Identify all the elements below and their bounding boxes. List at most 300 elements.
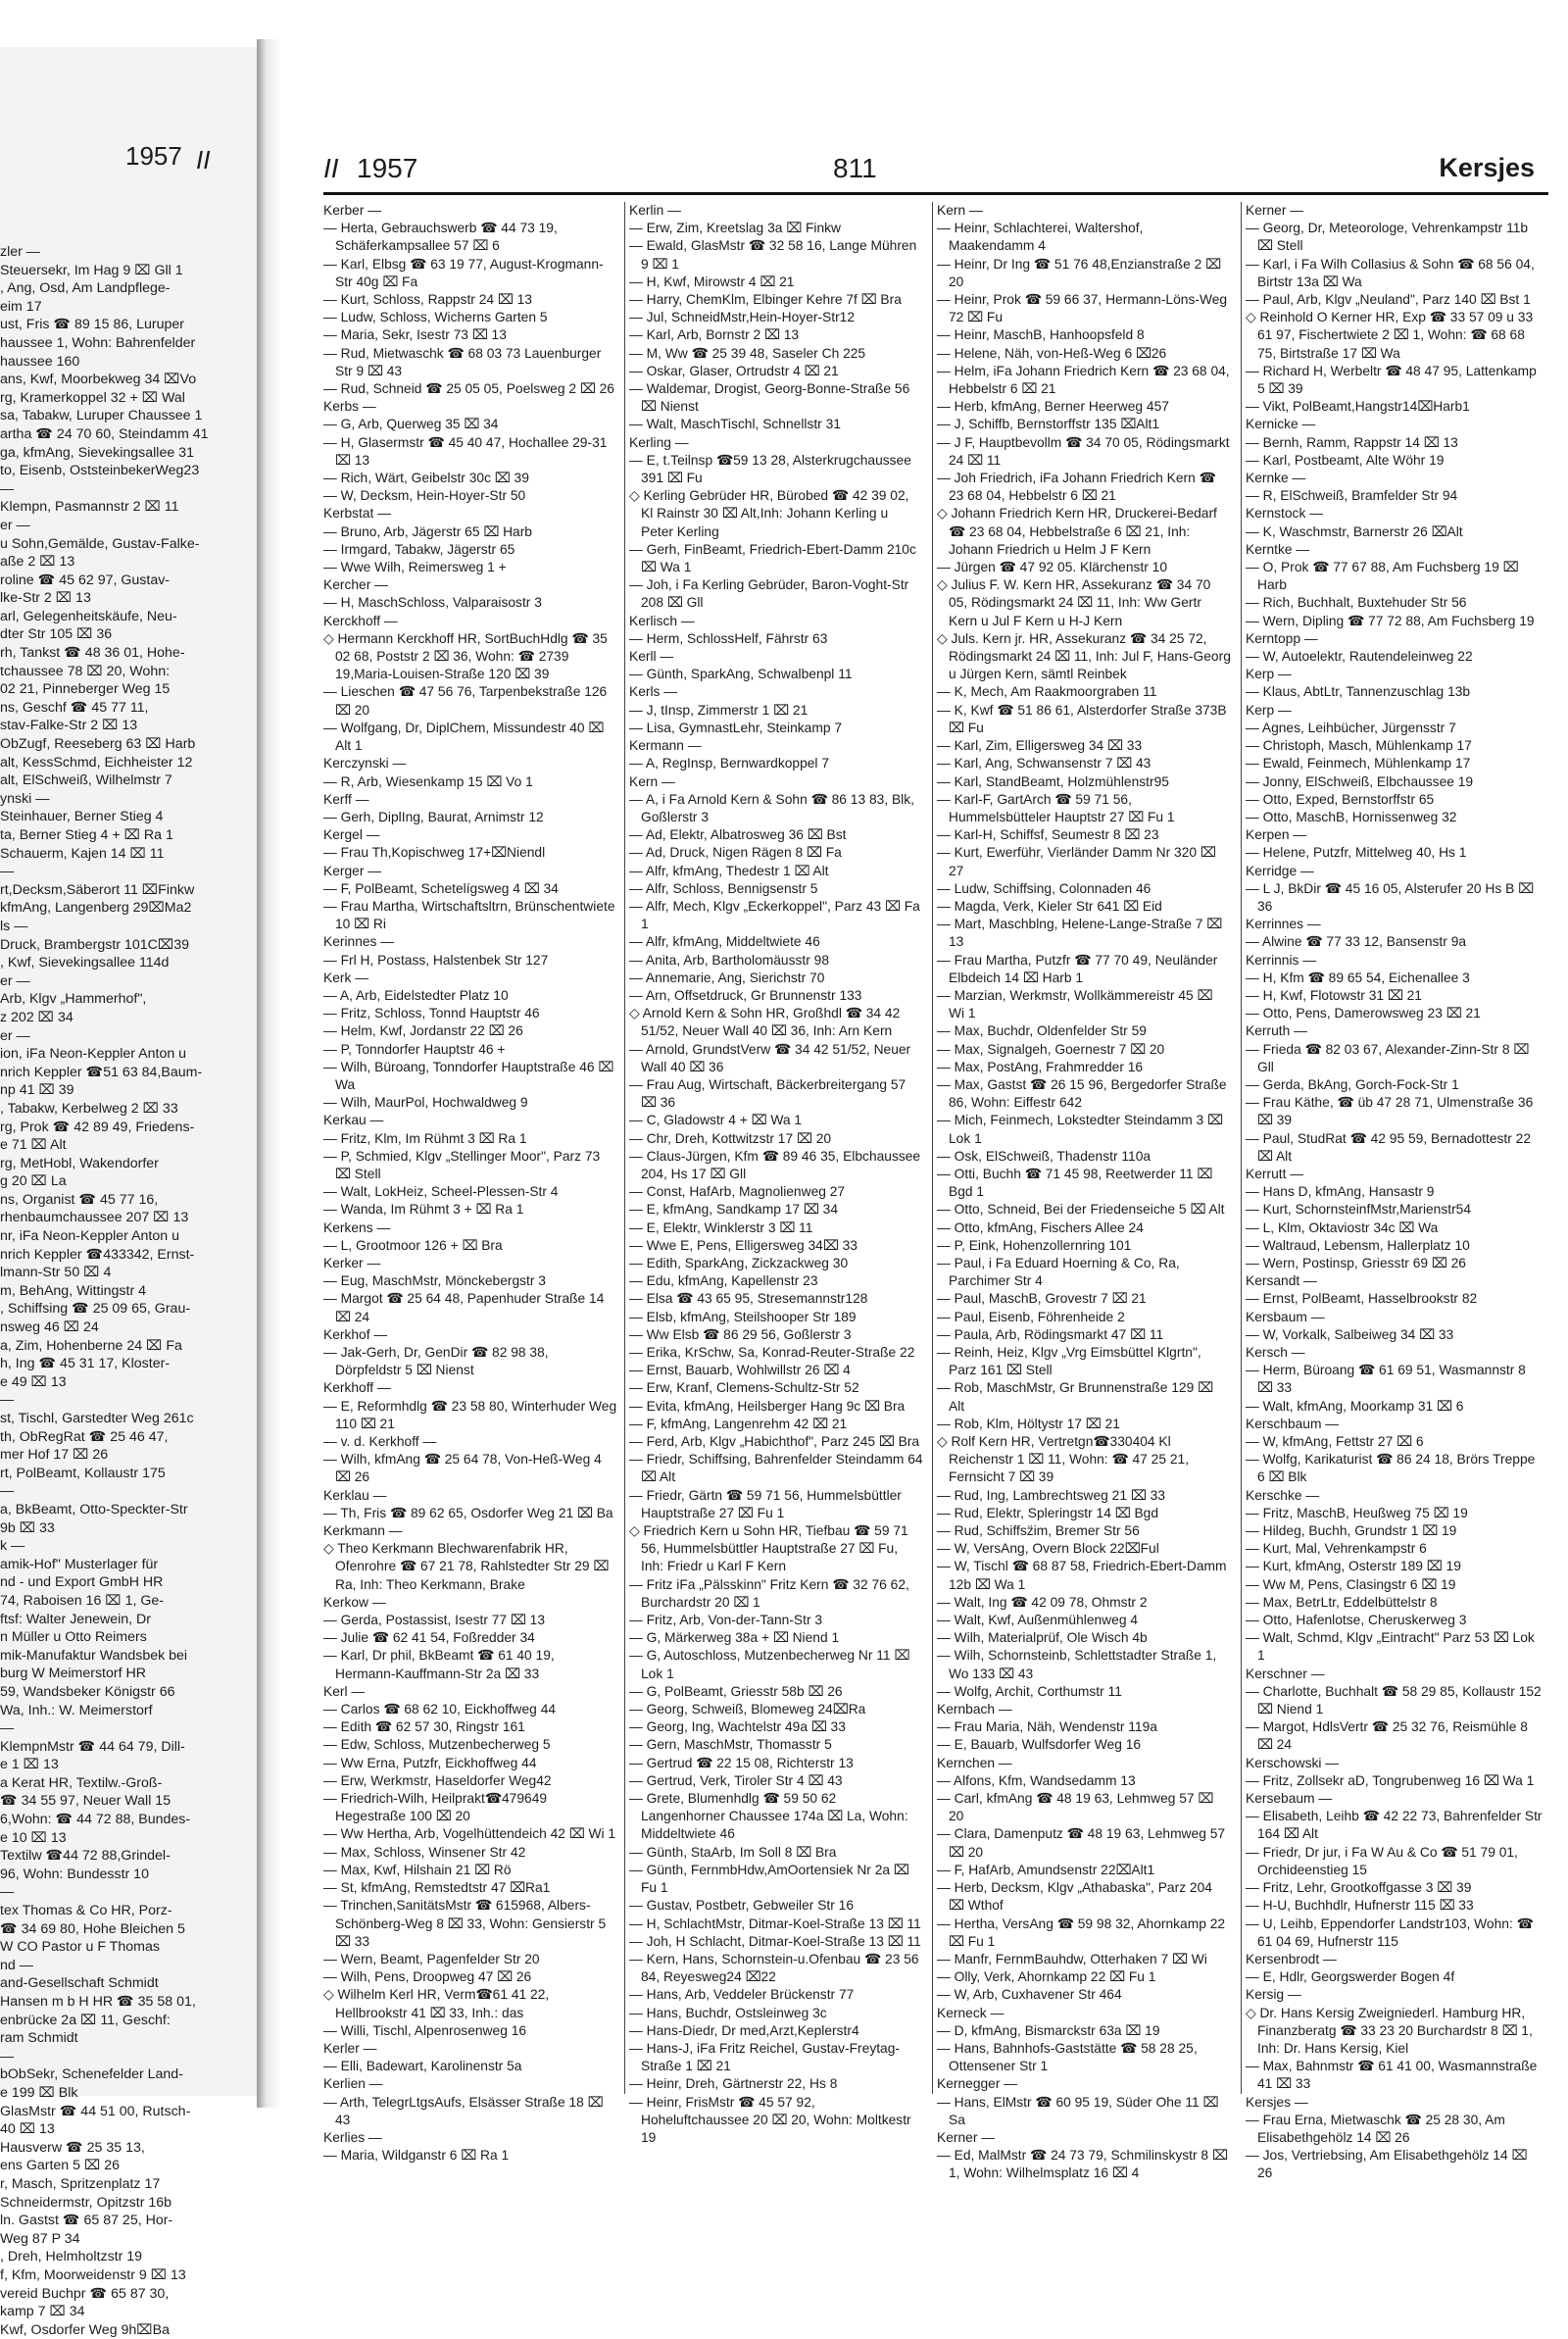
directory-entry: — L, Klm, Oktaviostr 34c ⌧ Wa bbox=[1246, 1219, 1439, 1235]
directory-entry: — Hans-J, iFa Fritz Reichel, Gustav-Freytag-Straße 1 ⌧ 21 bbox=[629, 2040, 900, 2074]
surname-heading: Kerridge — bbox=[1246, 863, 1314, 878]
surname-heading: Kerpen — bbox=[1246, 827, 1307, 843]
directory-entry: — Wilh, MaurPol, Hochwaldweg 9 bbox=[323, 1095, 528, 1111]
directory-entry: — Wern, Beamt, Pagenfelder Str 20 bbox=[323, 1951, 540, 1966]
left-page-line: 74, Raboisen 16 ⌧ 1, Ge- bbox=[0, 1592, 164, 1609]
directory-entry: — Arth, TelegrLtgsAufs, Elsässer Straße 18 ⌧ 43 bbox=[323, 2094, 604, 2127]
left-page-line: tchaussee 78 ⌧ 20, Wohn: bbox=[0, 663, 171, 679]
left-page-line: ☎ 34 55 97, Neuer Wall 15 bbox=[0, 1793, 172, 1810]
directory-entry: — Gerda, BkAng, Gorch-Fock-Str 1 bbox=[1246, 1076, 1459, 1092]
directory-entry: — Jak-Gerh, Dr, GenDir ☎ 82 98 38, Dörpfeldstr 5 ⌧ Nienst bbox=[323, 1345, 549, 1378]
left-page-line: Steuersekr, Im Hag 9 ⌧ Gll 1 bbox=[0, 262, 183, 278]
directory-entry: — Fritz, Klm, Im Rühmt 3 ⌧ Ra 1 bbox=[323, 1130, 527, 1146]
surname-heading: Kerger — bbox=[323, 863, 382, 878]
directory-entry: — Rud, Schiffsz̈im, Bremer Str 56 bbox=[937, 1523, 1140, 1539]
left-page-line: 96, Wohn: Bundesstr 10 bbox=[0, 1866, 149, 1882]
directory-entry: — Walt, kfmAng, Moorkamp 31 ⌧ 6 bbox=[1246, 1398, 1464, 1414]
left-page-line: u Sohn,Gemälde, Gustav-Falke- bbox=[0, 535, 200, 552]
directory-entry: — Fritz, Arb, Von-der-Tann-Str 3 bbox=[629, 1613, 823, 1628]
left-page-line: Kwf, Osdorfer Weg 9h⌧Ba bbox=[0, 2321, 171, 2338]
left-page-line: bObSekr, Schenefelder Land- bbox=[0, 2066, 183, 2083]
directory-entry: — Frau Maria, Näh, Wendenstr 119a bbox=[937, 1719, 1157, 1735]
directory-entry: — Walt, MaschTischl, Schnellstr 31 bbox=[629, 417, 841, 432]
surname-heading: Kerklau — bbox=[323, 1487, 387, 1503]
directory-entry: — Friedr, Schiffsing, Bahrenfelder Steindamm 64 ⌧ Alt bbox=[629, 1452, 923, 1485]
directory-entry: — Gertrud ☎ 22 15 08, Richterstr 13 bbox=[629, 1755, 854, 1770]
left-page-line: — bbox=[0, 480, 15, 497]
directory-entry: — Maria, Sekr, Isestr 73 ⌧ 13 bbox=[323, 327, 507, 343]
directory-entry: ◇ Rolf Kern HR, Vertretgn☎330404 Kl Reichenstr 1 ⌧ 11, Wohn: ☎ 47 25 21, Fernsicht 7 ⌧ 39 bbox=[937, 1434, 1190, 1485]
directory-entry: — Bernh, Ramm, Rappstr 14 ⌧ 13 bbox=[1246, 434, 1458, 450]
directory-entry: — W, kfmAng, Fettstr 27 ⌧ 6 bbox=[1246, 1434, 1424, 1450]
surname-heading: Kernicke — bbox=[1246, 417, 1316, 432]
directory-entry: — Edu, kfmAng, Kapellenstr 23 bbox=[629, 1273, 818, 1289]
surname-heading: Kersenbrodt — bbox=[1246, 1951, 1337, 1966]
directory-entry: — Hans, ElMstr ☎ 60 95 19, Süder Ohe 11 ⌧ Sa bbox=[937, 2094, 1219, 2127]
directory-entry: — Erw, Zim, Kreetslag 3a ⌧ Finkw bbox=[629, 221, 842, 236]
directory-entry: — Georg, Dr, Meteorologe, Vehrenkampstr 11b ⌧ Stell bbox=[1246, 221, 1529, 254]
left-page-line: Wa, Inh.: W. Meimerstorf bbox=[0, 1702, 153, 1718]
surname-heading: Kersbaum — bbox=[1246, 1309, 1325, 1324]
directory-entry: — Helene, Näh, von-Heß-Weg 6 ⌧26 bbox=[937, 345, 1167, 361]
left-page-line: , Ang, Osd, Am Landpflege- bbox=[0, 280, 171, 297]
directory-entry: — H, Kwf, Mirowstr 4 ⌧ 21 bbox=[629, 274, 795, 289]
left-page-line: z 202 ⌧ 34 bbox=[0, 1009, 74, 1025]
directory-entry: — Rich, Wärt, Geibelstr 30c ⌧ 39 bbox=[323, 471, 529, 486]
directory-entry: — Heinr, Prok ☎ 59 66 37, Hermann-Löns-Weg 72 ⌧ Fu bbox=[937, 292, 1228, 325]
left-page-line: to, Eisenb, OststeinbekerWeg23 bbox=[0, 463, 200, 479]
left-page-line: rhenbaumchaussee 207 ⌧ 13 bbox=[0, 1210, 189, 1226]
directory-entry: — Hertha, VersAng ☎ 59 98 32, Ahornkamp 22 ⌧ Fu 1 bbox=[937, 1916, 1226, 1949]
directory-entry: — Wolfg, Karikaturist ☎ 86 24 18, Brörs Treppe 6 ⌧ Blk bbox=[1246, 1452, 1536, 1485]
directory-entry: — Lieschen ☎ 47 56 76, Tarpenbekstraße 126 ⌧ 20 bbox=[323, 684, 608, 718]
directory-entry: — Max, Buchdr, Oldenfelder Str 59 bbox=[937, 1023, 1147, 1039]
directory-entry: — K, Kwf ☎ 51 86 61, Alsterdorfer Straße 373B ⌧ Fu bbox=[937, 702, 1227, 735]
page-header bbox=[323, 147, 1548, 195]
directory-entry: — Wolfg, Archit, Corthumstr 11 bbox=[937, 1683, 1122, 1699]
directory-entry: — Ernst, Bauarb, Wohlwillstr 26 ⌧ 4 bbox=[629, 1363, 851, 1378]
surname-heading: Kerp — bbox=[1246, 702, 1292, 718]
directory-entry: — Otto, Schneid, Bei der Friedenseiche 5 ⌧ Alt bbox=[937, 1202, 1225, 1218]
facing-page-left bbox=[0, 47, 259, 2338]
directory-entry: — Trinchen,SanitätsMstr ☎ 615968, Albers-Schönberg-Weg 8 ⌧ 33, Wohn: Gensierstr 5 ⌧ 33 bbox=[323, 1898, 607, 1949]
directory-entry: — Heinr, Dreh, Gärtnerstr 22, Hs 8 bbox=[629, 2076, 838, 2092]
directory-entry: — Joh, i Fa Kerling Gebrüder, Baron-Voght-Str 208 ⌧ Gll bbox=[629, 577, 909, 611]
directory-entry: — L J, BkDir ☎ 45 16 05, Alsterufer 20 Hs B ⌧ 36 bbox=[1246, 880, 1535, 914]
directory-entry: — Vikt, PolBeamt,Hangstr14⌧Harb1 bbox=[1246, 399, 1470, 415]
directory-entry: — Wern, Postinsp, Griesstr 69 ⌧ 26 bbox=[1246, 1255, 1466, 1270]
directory-entry: — U, Leihb, Eppendorfer Landstr103, Wohn: ☎ 61 04 69, Hufnerstr 115 bbox=[1246, 1916, 1534, 1949]
surname-heading: Kerp — bbox=[1246, 667, 1292, 682]
surname-heading: Kersch — bbox=[1246, 1345, 1305, 1360]
left-page-line: 59, Wandsbeker Königstr 66 bbox=[0, 1683, 175, 1700]
left-page-line: sa, Tabakw, Luruper Chaussee 1 bbox=[0, 408, 203, 424]
directory-entry: — W, Arb, Cuxhavener Str 464 bbox=[937, 1987, 1122, 2003]
directory-entry: — Ewald, Feinmech, Mühlenkamp 17 bbox=[1246, 756, 1471, 771]
left-page-line: haussee 160 bbox=[0, 353, 80, 370]
directory-entry: — Karl, Zim, Elligersweg 34 ⌧ 33 bbox=[937, 738, 1143, 754]
left-page-line: nrich Keppler ☎51 63 84,Baum- bbox=[0, 1064, 203, 1080]
directory-entry: — Max, Kwf, Hilshain 21 ⌧ Rö bbox=[323, 1862, 512, 1877]
directory-entry: — R, ElSchweiß, Bramfelder Str 94 bbox=[1246, 488, 1458, 504]
page-number: 811 bbox=[833, 153, 877, 183]
directory-entry: — Richard H, Werbeltr ☎ 48 47 95, Lattenkamp 5 ⌧ 39 bbox=[1246, 363, 1537, 397]
left-page-line: e 1 ⌧ 13 bbox=[0, 1757, 59, 1773]
left-page-line: Hausverw ☎ 25 35 13, bbox=[0, 2139, 145, 2156]
surname-heading: Kerlien — bbox=[323, 2076, 383, 2092]
directory-entry: — J, tInsp, Zimmerstr 1 ⌧ 21 bbox=[629, 702, 808, 718]
directory-entry: — Carl, kfmAng ☎ 48 19 63, Lehmweg 57 ⌧ 20 bbox=[937, 1791, 1214, 1824]
left-page-line: e 49 ⌧ 13 bbox=[0, 1373, 67, 1390]
directory-entry: — G, PolBeamt, Griesstr 58b ⌧ 26 bbox=[629, 1683, 843, 1699]
directory-entry: — Const, HafArb, Magnolienweg 27 bbox=[629, 1184, 846, 1200]
directory-entry: — Günth, FernmbHdw,AmOortensiek Nr 2a ⌧ Fu 1 bbox=[629, 1862, 909, 1896]
left-page-line: e 10 ⌧ 13 bbox=[0, 1829, 67, 1846]
directory-column-2 bbox=[624, 202, 923, 2145]
directory-entry: — A, i Fa Arnold Kern & Sohn ☎ 86 13 83, Blk, Goßlerstr 3 bbox=[629, 791, 914, 824]
directory-entry: ◇ Juls. Kern jr. HR, Assekuranz ☎ 34 25 72, Rödingsmarkt 24 ⌧ 11, Inh: Jul F, Hans-Georg u Jürgen Kern, sämtl Reinbek bbox=[937, 630, 1231, 682]
directory-entry: ◇ Reinhold O Kerner HR, Exp ☎ 33 57 09 u 33 61 97, Fischertwiete 2 ⌧ 1, Wohn: ☎ 68 68 75, Birtstraße 17 ⌧ Wa bbox=[1246, 310, 1534, 361]
directory-entry: — Karl, i Fa Wilh Collasius & Sohn ☎ 68 56 04, Birtstr 13a ⌧ Wa bbox=[1246, 256, 1535, 289]
left-page-line: g 20 ⌧ La bbox=[0, 1173, 67, 1190]
left-page-line: Textilw ☎44 72 88,Grindel- bbox=[0, 1848, 171, 1865]
directory-entry: — Hans D, kfmAng, Hansastr 9 bbox=[1246, 1184, 1435, 1200]
directory-entry: — E, Reformhdlg ☎ 23 58 80, Winterhuder Weg 110 ⌧ 21 bbox=[323, 1398, 617, 1431]
directory-column-1 bbox=[323, 202, 617, 2164]
directory-entry: — Ww M, Pens, Clasingstr 6 ⌧ 19 bbox=[1246, 1576, 1456, 1592]
surname-heading: Kerrutt — bbox=[1246, 1166, 1304, 1181]
directory-entry: — Walt, Kwf, Außenmühlenweg 4 bbox=[937, 1613, 1138, 1628]
left-page-column bbox=[0, 243, 257, 2339]
surname-heading: Kerschke — bbox=[1246, 1487, 1320, 1503]
directory-entry: — Frieda ☎ 82 03 67, Alexander-Zinn-Str 8 ⌧ Gll bbox=[1246, 1041, 1530, 1074]
directory-entry: — Rich, Buchhalt, Buxtehuder Str 56 bbox=[1246, 595, 1467, 611]
directory-entry: — Heinr, MaschB, Hanhoopsfeld 8 bbox=[937, 327, 1145, 343]
directory-entry: — K, Mech, Am Raakmoorgraben 11 bbox=[937, 684, 1157, 700]
directory-entry: ◇ Johann Friedrich Kern HR, Druckerei-Bedarf ☎ 23 68 04, Hebbelstraße 6 ⌧ 21, Inh: Johann Friedrich u Helm J F Kern bbox=[937, 506, 1217, 557]
left-page-line: arl, Gelegenheitskäufe, Neu- bbox=[0, 608, 177, 624]
directory-entry: — H, Glasermstr ☎ 45 40 47, Hochallee 29-31 ⌧ 13 bbox=[323, 434, 608, 468]
directory-entry: — Fritz, Schloss, Tonnd Hauptstr 46 bbox=[323, 1006, 540, 1021]
directory-entry: — Margot, HdlsVertr ☎ 25 32 76, Reismühle 8 ⌧ 24 bbox=[1246, 1719, 1528, 1753]
directory-entry: — A, Arb, Eidelstedter Platz 10 bbox=[323, 987, 509, 1003]
left-page-line: ta, Berner Stieg 4 + ⌧ Ra 1 bbox=[0, 827, 173, 843]
directory-entry: — Bruno, Arb, Jägerstr 65 ⌧ Harb bbox=[323, 523, 532, 539]
directory-entry: — Alfons, Kfm, Wandsedamm 13 bbox=[937, 1772, 1136, 1788]
directory-entry: — W, Decksm, Hein-Hoyer-Str 50 bbox=[323, 488, 526, 504]
directory-entry: — St, kfmAng, Remstedtstr 47 ⌧Ra1 bbox=[323, 1880, 551, 1896]
directory-entry: — E, Hdlr, Georgswerder Bogen 4f bbox=[1246, 1969, 1455, 1985]
directory-entry: — C, Gladowstr 4 + ⌧ Wa 1 bbox=[629, 1113, 803, 1128]
directory-entry: — Walt, Ing ☎ 42 09 78, Ohmstr 2 bbox=[937, 1594, 1148, 1610]
surname-heading: Kerll — bbox=[629, 649, 674, 665]
directory-entry: — Rud, Mietwaschk ☎ 68 03 73 Lauenburger Str 9 ⌧ 43 bbox=[323, 345, 602, 378]
directory-entry: — Kurt, kfmAng, Osterstr 189 ⌧ 19 bbox=[1246, 1559, 1461, 1574]
directory-entry: — Edith ☎ 62 57 30, Ringstr 161 bbox=[323, 1719, 525, 1735]
directory-entry: — J, Schiffb, Bernstorffstr 135 ⌧Alt1 bbox=[937, 417, 1160, 432]
left-page-line: ens Garten 5 ⌧ 26 bbox=[0, 2158, 121, 2174]
surname-heading: — v. d. Kerkhoff — bbox=[323, 1434, 437, 1450]
directory-entry: — Georg, Ing, Wachtelstr 49a ⌧ 33 bbox=[629, 1719, 846, 1735]
directory-entry: — Hans, Bahnhofs-Gaststätte ☎ 58 28 25, Ottensener Str 1 bbox=[937, 2040, 1198, 2074]
directory-entry: — Frau Th,Kopischweg 17+⌧Niendl bbox=[323, 845, 546, 861]
left-page-header bbox=[0, 94, 257, 174]
directory-entry: — Hildeg, Buchh, Grundstr 1 ⌧ 19 bbox=[1246, 1523, 1457, 1539]
directory-entry: — Rud, Ing, Lambrechtsweg 21 ⌧ 33 bbox=[937, 1487, 1165, 1503]
left-page-line: burg W Meimerstorf HR bbox=[0, 1666, 146, 1682]
directory-entry: — Alwine ☎ 77 33 12, Bansenstr 9a bbox=[1246, 934, 1467, 950]
surname-heading: Kerlies — bbox=[323, 2129, 382, 2145]
directory-entry: — Elli, Badewart, Karolinenstr 5a bbox=[323, 2059, 522, 2074]
directory-entry: — Kurt, Ewerführ, Vierländer Damm Nr 320 ⌧ 27 bbox=[937, 845, 1216, 878]
directory-entry: — Max, Signalgeh, Goernestr 7 ⌧ 20 bbox=[937, 1041, 1165, 1057]
left-page-line: dter Str 105 ⌧ 36 bbox=[0, 626, 113, 643]
left-page-line: 40 ⌧ 13 bbox=[0, 2121, 55, 2138]
directory-entry: — Ludw, Schloss, Wicherns Garten 5 bbox=[323, 310, 548, 325]
left-page-line: ls — bbox=[0, 918, 28, 934]
surname-heading: Kersig — bbox=[1246, 1987, 1301, 2003]
directory-entry: — Wolfgang, Dr, DiplChem, Missundestr 40 ⌧ Alt 1 bbox=[323, 720, 605, 754]
surname-heading: Kerk — bbox=[323, 970, 368, 985]
left-page-line: zler — bbox=[0, 244, 40, 260]
left-page-line: Arb, Klgv „Hammerhof", bbox=[0, 991, 147, 1008]
left-page-line: ObZugf, Reeseberg 63 ⌧ Harb bbox=[0, 736, 196, 753]
left-page-line: artha ☎ 24 70 60, Steindamm 41 bbox=[0, 425, 209, 442]
directory-entry: — H, SchlachtMstr, Ditmar-Koel-Straße 13 ⌧ 11 bbox=[629, 1916, 921, 1931]
left-page-line: rg, Kramerkoppel 32 + ⌧ Wal bbox=[0, 389, 185, 406]
directory-entry: — Gerda, Postassist, Isestr 77 ⌧ 13 bbox=[323, 1613, 546, 1628]
left-page-line: e 199 ⌧ Blk bbox=[0, 2084, 78, 2101]
left-page-line: h, Ing ☎ 45 31 17, Kloster- bbox=[0, 1356, 171, 1372]
surname-heading: Kerschbaum — bbox=[1246, 1416, 1340, 1431]
page-keyword: Kersjes bbox=[1439, 153, 1535, 182]
directory-entry: ◇ Julius F. W. Kern HR, Assekuranz ☎ 34 70 05, Rödingsmarkt 24 ⌧ 11, Inh: Ww Gertr Kern u Jul F Kern u H-J Kern bbox=[937, 577, 1211, 628]
left-page-line: — bbox=[0, 1720, 15, 1737]
directory-entry: — Gern, MaschMstr, Thomasstr 5 bbox=[629, 1737, 832, 1753]
directory-entry: — Heinr, Schlachterei, Waltershof, Maakendamm 4 bbox=[937, 221, 1144, 254]
directory-entry: — Elsa ☎ 43 65 95, Stresemannstr128 bbox=[629, 1291, 868, 1307]
surname-heading: Kermann — bbox=[629, 738, 702, 754]
directory-entry: — Lisa, GymnastLehr, Steinkamp 7 bbox=[629, 720, 843, 735]
directory-entry: — Christoph, Masch, Mühlenkamp 17 bbox=[1246, 738, 1472, 754]
directory-entry: — E, t.Teilnsp ☎59 13 28, Alsterkrugchaussee 391 ⌧ Fu bbox=[629, 452, 911, 486]
left-page-line: ion, iFa Neon-Keppler Anton u bbox=[0, 1046, 187, 1063]
left-page-line: , Dreh, Helmholtzstr 19 bbox=[0, 2249, 143, 2265]
directory-entry: ◇ Dr. Hans Kersig Zweigniederl. Hamburg HR, Finanzberatg ☎ 33 23 20 Burchardstr 8 ⌧ 1, Inh: Dr. Hans Kersig, Kiel bbox=[1246, 2005, 1533, 2056]
directory-entry: — Alfr, kfmAng, Thedestr 1 ⌧ Alt bbox=[629, 863, 829, 878]
left-page-line: er — bbox=[0, 972, 30, 989]
directory-entry: — Gerh, FinBeamt, Friedrich-Ebert-Damm 210c ⌧ Wa 1 bbox=[629, 541, 916, 575]
left-page-line: m, BehAng, Wittingstr 4 bbox=[0, 1282, 147, 1299]
left-page-line: lmann-Str 50 ⌧ 4 bbox=[0, 1265, 112, 1281]
directory-entry: — Ed, MalMstr ☎ 24 73 79, Schmilinskystr 8 ⌧ 1, Wohn: Wilhelmsplatz 16 ⌧ 4 bbox=[937, 2148, 1228, 2181]
directory-entry: — Karl, Ang, Schwansenstr 7 ⌧ 43 bbox=[937, 756, 1152, 771]
directory-entry: — R, Arb, Wiesenkamp 15 ⌧ Vo 1 bbox=[323, 773, 533, 789]
directory-entry: — Walt, Schmd, Klgv „Eintracht" Parz 53 ⌧ Lok 1 bbox=[1246, 1630, 1535, 1664]
directory-entry: — Otto, kfmAng, Fischers Allee 24 bbox=[937, 1219, 1144, 1235]
directory-entry: — Elisabeth, Leihb ☎ 42 22 73, Bahrenfelder Str 164 ⌧ Alt bbox=[1246, 1809, 1543, 1842]
surname-heading: Kernke — bbox=[1246, 471, 1306, 486]
surname-heading: Kerschowski — bbox=[1246, 1755, 1340, 1770]
surname-heading: Kerlin — bbox=[629, 203, 681, 218]
directory-entry: — Anita, Arb, Bartholomäusstr 98 bbox=[629, 952, 829, 968]
left-page-line: Weg 87 P 34 bbox=[0, 2230, 80, 2247]
directory-entry: — Ww Hertha, Arb, Vogelhüttendeich 42 ⌧ Wi 1 bbox=[323, 1826, 616, 1842]
directory-entry: — Helm, iFa Johann Friedrich Kern ☎ 23 68 04, Hebbelstr 6 ⌧ 21 bbox=[937, 363, 1230, 397]
directory-entry: ◇ Theo Kerkmann Blechwarenfabrik HR, Ofenrohre ☎ 67 21 78, Rahlstedter Str 29 ⌧ Ra, Inh: Theo Kerkmann, Brake bbox=[323, 1541, 610, 1592]
directory-entry: — Günth, SparkAng, Schwalbenpl 11 bbox=[629, 667, 853, 682]
directory-entry: — Grete, Blumenhdlg ☎ 59 50 62 Langenhorner Chaussee 174a ⌧ La, Wohn: Middeltwiete 46 bbox=[629, 1791, 908, 1842]
directory-entry: — Paul, Eisenb, Föhrenheide 2 bbox=[937, 1309, 1125, 1324]
directory-entry: — Joh Friedrich, iFa Johann Friedrich Kern ☎ 23 68 04, Hebbelstr 6 ⌧ 21 bbox=[937, 471, 1216, 504]
surname-heading: Kerkau — bbox=[323, 1113, 384, 1128]
directory-page bbox=[284, 69, 1548, 2181]
directory-entry: — G, Autoschloss, Mutzenbecherweg Nr 11 ⌧ Lok 1 bbox=[629, 1648, 910, 1681]
directory-entry: — Friedrich-Wilh, Heilprakt☎479649 Hegestraße 100 ⌧ 20 bbox=[323, 1791, 548, 1824]
directory-entry: — L, Grootmoor 126 + ⌧ Bra bbox=[323, 1237, 503, 1253]
directory-entry: ◇ Kerling Gebrüder HR, Bürobed ☎ 42 39 02, Kl Rainstr 30 ⌧ Alt,Inh: Johann Kerling u Peter Kerling bbox=[629, 488, 909, 539]
left-page-line: haussee 1, Wohn: Bahrenfelder bbox=[0, 334, 196, 351]
directory-entry: — Wilh, Schornsteinb, Schlettstadter Straße 1, Wo 133 ⌧ 43 bbox=[937, 1648, 1217, 1681]
directory-entry: — P, Schmied, Klgv „Stellinger Moor", Parz 73 ⌧ Stell bbox=[323, 1148, 601, 1181]
directory-entry: — Fritz, Lehr, Grootkoffgasse 3 ⌧ 39 bbox=[1246, 1880, 1472, 1896]
left-page-line: — bbox=[0, 1392, 15, 1409]
directory-entry: — D, kfmAng, Bismarckstr 63a ⌧ 19 bbox=[937, 2022, 1160, 2038]
left-page-line: vereid Buchpr ☎ 65 87 30, bbox=[0, 2285, 170, 2302]
left-page-line: ns, Geschf ☎ 45 77 11, bbox=[0, 699, 149, 716]
left-page-line: np 41 ⌧ 39 bbox=[0, 1082, 74, 1099]
surname-heading: Kerbs — bbox=[323, 399, 376, 415]
surname-heading: Kerckhoff — bbox=[323, 613, 398, 628]
directory-entry: — Maria, Wildganstr 6 ⌧ Ra 1 bbox=[323, 2148, 510, 2164]
directory-entry: — Ludw, Schiffsing, Colonnaden 46 bbox=[937, 880, 1152, 896]
left-page-line: Schneidermstr, Opitzstr 16b bbox=[0, 2194, 172, 2211]
directory-entry: — Paul, StudRat ☎ 42 95 59, Bernadottestr 22 ⌧ Alt bbox=[1246, 1130, 1531, 1164]
surname-heading: Kerling — bbox=[629, 434, 689, 450]
directory-entry: — Oskar, Glaser, Ortrudstr 4 ⌧ 21 bbox=[629, 363, 839, 378]
left-page-line: th, ObRegRat ☎ 25 46 47, bbox=[0, 1428, 169, 1445]
directory-entry: — Kurt, SchornsteinfMstr,Marienstr54 bbox=[1246, 1202, 1472, 1218]
surname-heading: Kersebaum — bbox=[1246, 1791, 1333, 1807]
directory-entry: — Reinh, Heiz, Klgv „Vrg Eimsbüttel Klgrtn", Parz 161 ⌧ Stell bbox=[937, 1345, 1201, 1378]
surname-heading: Kerls — bbox=[629, 684, 678, 700]
directory-entry: — Frau Aug, Wirtschaft, Bäckerbreitergang 57 ⌧ 36 bbox=[629, 1076, 906, 1111]
surname-heading: Kerntopp — bbox=[1246, 630, 1318, 646]
left-page-line: aße 2 ⌧ 13 bbox=[0, 554, 75, 571]
directory-entry: — F, HafArb, Amundsenstr 22⌧Alt1 bbox=[937, 1862, 1155, 1877]
directory-entry: — W, Autoelektr, Rautendeleinweg 22 bbox=[1246, 649, 1473, 665]
directory-entry: — Erika, KrSchw, Sa, Konrad-Reuter-Straße 22 bbox=[629, 1345, 915, 1360]
surname-heading: Kerkens — bbox=[323, 1219, 391, 1235]
directory-entry: — Ewald, GlasMstr ☎ 32 58 16, Lange Mühren 9 ⌧ 1 bbox=[629, 238, 917, 272]
directory-entry: ◇ Friedrich Kern u Sohn HR, Tiefbau ☎ 59 71 56, Hummelsbüttler Hauptstraße 27 ⌧ Fu, Inh: Friedr u Karl F Kern bbox=[629, 1523, 908, 1574]
directory-entry: — Walt, LokHeiz, Scheel-Plessen-Str 4 bbox=[323, 1184, 559, 1200]
left-page-line: alt, KessSchmd, Eichheister 12 bbox=[0, 754, 193, 771]
left-page-volume: II bbox=[196, 145, 211, 174]
surname-heading: Kerczynski — bbox=[323, 756, 407, 771]
left-page-line: lke-Str 2 ⌧ 13 bbox=[0, 590, 91, 607]
surname-heading: Kerner — bbox=[937, 2129, 996, 2145]
directory-entry: — Friedr, Dr jur, i Fa W Au & Co ☎ 51 79 01, Orchideenstieg 15 bbox=[1246, 1844, 1518, 1877]
surname-heading: Kersjes — bbox=[1246, 2094, 1308, 2110]
left-page-line: roline ☎ 45 62 97, Gustav- bbox=[0, 572, 171, 588]
directory-entry: — H, MaschSchloss, Valparaisostr 3 bbox=[323, 595, 542, 611]
directory-entry: — Arn, Offsetdruck, Gr Brunnenstr 133 bbox=[629, 987, 862, 1003]
left-page-line: mik-Manufaktur Wandsbek bei bbox=[0, 1647, 188, 1664]
left-page-line: kamp 7 ⌧ 34 bbox=[0, 2304, 85, 2320]
left-page-line: alt, ElSchweiß, Wilhelmstr 7 bbox=[0, 772, 172, 789]
surname-heading: Kerruth — bbox=[1246, 1023, 1307, 1039]
left-page-year: 1957 bbox=[125, 141, 182, 171]
directory-entry: — Claus-Jürgen, Kfm ☎ 89 46 35, Elbchaussee 204, Hs 17 ⌧ Gll bbox=[629, 1148, 921, 1181]
directory-entry: — Chr, Dreh, Kottwitzstr 17 ⌧ 20 bbox=[629, 1130, 832, 1146]
directory-entry: — Magda, Verk, Kieler Str 641 ⌧ Eid bbox=[937, 898, 1162, 914]
directory-entry: — Frau Martha, Wirtschaftsltrn, Brünschentwiete 10 ⌧ Ri bbox=[323, 898, 615, 932]
directory-entry: — Ad, Elektr, Albatrosweg 36 ⌧ Bst bbox=[629, 827, 847, 843]
left-page-line: ust, Fris ☎ 89 15 86, Luruper bbox=[0, 317, 185, 333]
directory-entry: — Wanda, Im Rühmt 3 + ⌧ Ra 1 bbox=[323, 1202, 524, 1218]
directory-entry: — Rob, Klm, Höltystr 17 ⌧ 21 bbox=[937, 1416, 1120, 1431]
directory-entry: — Margot ☎ 25 64 48, Papenhuder Straße 14 ⌧ 24 bbox=[323, 1291, 605, 1324]
directory-entry: — Edith, SparkAng, Zickzackweg 30 bbox=[629, 1255, 849, 1270]
left-page-line: rg, MetHobl, Wakendorfer bbox=[0, 1155, 159, 1171]
left-page-line: Schauerm, Kajen 14 ⌧ 11 bbox=[0, 845, 165, 862]
left-page-line: and-Gesellschaft Schmidt bbox=[0, 1975, 159, 1992]
directory-entry: — Ad, Druck, Nigen Rägen 8 ⌧ Fa bbox=[629, 845, 842, 861]
left-page-line: 6,Wohn: ☎ 44 72 88, Bundes- bbox=[0, 1812, 191, 1828]
directory-entry: — Alfr, kfmAng, Middeltwiete 46 bbox=[629, 934, 820, 950]
left-page-line: kfmAng, Langenberg 29⌧Ma2 bbox=[0, 900, 192, 917]
directory-entry: — E, kfmAng, Sandkamp 17 ⌧ 34 bbox=[629, 1202, 838, 1218]
left-page-line: — bbox=[0, 864, 15, 880]
left-page-line: nrich Keppler ☎433342, Ernst- bbox=[0, 1246, 195, 1263]
directory-entry: — Kurt, Schloss, Rappstr 24 ⌧ 13 bbox=[323, 292, 532, 308]
left-page-line: er — bbox=[0, 517, 30, 533]
directory-entry: — Max, Schloss, Winsener Str 42 bbox=[323, 1844, 526, 1860]
left-page-line: — bbox=[0, 1483, 15, 1500]
directory-entry: — Jul, SchneidMstr,Hein-Hoyer-Str12 bbox=[629, 310, 856, 325]
directory-entry: — Wern, Dipling ☎ 77 72 88, Am Fuchsberg 19 bbox=[1246, 613, 1535, 628]
directory-entry: — Herm, SchlossHelf, Fährstr 63 bbox=[629, 630, 828, 646]
directory-entry: — Georg, Schweiß, Blomeweg 24⌧Ra bbox=[629, 1702, 866, 1717]
left-page-line: , Tabakw, Kerbelweg 2 ⌧ 33 bbox=[0, 1100, 178, 1117]
directory-entry: — Frau Erna, Mietwaschk ☎ 25 28 30, Am Elisabethgehölz 14 ⌧ 26 bbox=[1246, 2112, 1505, 2145]
directory-entry: — O, Prok ☎ 77 67 88, Am Fuchsberg 19 ⌧ Harb bbox=[1246, 560, 1519, 593]
left-page-line: rt,Decksm,Säberort 11 ⌧Finkw bbox=[0, 881, 195, 898]
directory-entry: — Agnes, Leihbücher, Jürgensstr 7 bbox=[1246, 720, 1456, 735]
directory-entry: — Wilh, Pens, Droopweg 47 ⌧ 26 bbox=[323, 1969, 532, 1985]
directory-entry: — Karl, Arb, Bornstr 2 ⌧ 13 bbox=[629, 327, 800, 343]
surname-heading: Kerrinnis — bbox=[1246, 952, 1317, 968]
directory-entry: — Th, Fris ☎ 89 62 65, Osdorfer Weg 21 ⌧ Ba bbox=[323, 1505, 613, 1520]
left-page-line: rt, PolBeamt, Kollaustr 175 bbox=[0, 1465, 166, 1481]
left-page-line: st, Tischl, Garstedter Weg 261c bbox=[0, 1411, 194, 1426]
directory-entry: — Eug, MaschMstr, Mönckebergstr 3 bbox=[323, 1273, 546, 1289]
directory-entry: — Herb, kfmAng, Berner Heerweg 457 bbox=[937, 399, 1169, 415]
left-page-line: tex Thomas & Co HR, Porz- bbox=[0, 1903, 172, 1919]
directory-entry: — Klaus, AbtLtr, Tannenzuschlag 13b bbox=[1246, 684, 1471, 700]
directory-entry: — Max, Bahnmstr ☎ 61 41 00, Wasmannstraße 41 ⌧ 33 bbox=[1246, 2059, 1538, 2092]
left-page-line: ans, Kwf, Moorbekweg 34 ⌧Vo bbox=[0, 372, 197, 388]
directory-entry: — Annemarie, Ang, Sierichstr 70 bbox=[629, 970, 825, 985]
surname-heading: Kerschner — bbox=[1246, 1666, 1325, 1681]
directory-entry: — K, Waschmstr, Barnerstr 26 ⌧Alt bbox=[1246, 523, 1463, 539]
directory-entry: — Wilh, kfmAng ☎ 25 64 78, Von-Heß-Weg 4 ⌧ 26 bbox=[323, 1452, 602, 1485]
directory-entry: — Karl-H, Schiffsf, Seumestr 8 ⌧ 23 bbox=[937, 827, 1159, 843]
directory-entry: — Carlos ☎ 68 62 10, Eickhoffweg 44 bbox=[323, 1702, 557, 1717]
directory-entry: — Max, PostAng, Frahmredder 16 bbox=[937, 1059, 1144, 1074]
directory-entry: — Hans, Arb, Veddeler Brückenstr 77 bbox=[629, 1987, 855, 2003]
